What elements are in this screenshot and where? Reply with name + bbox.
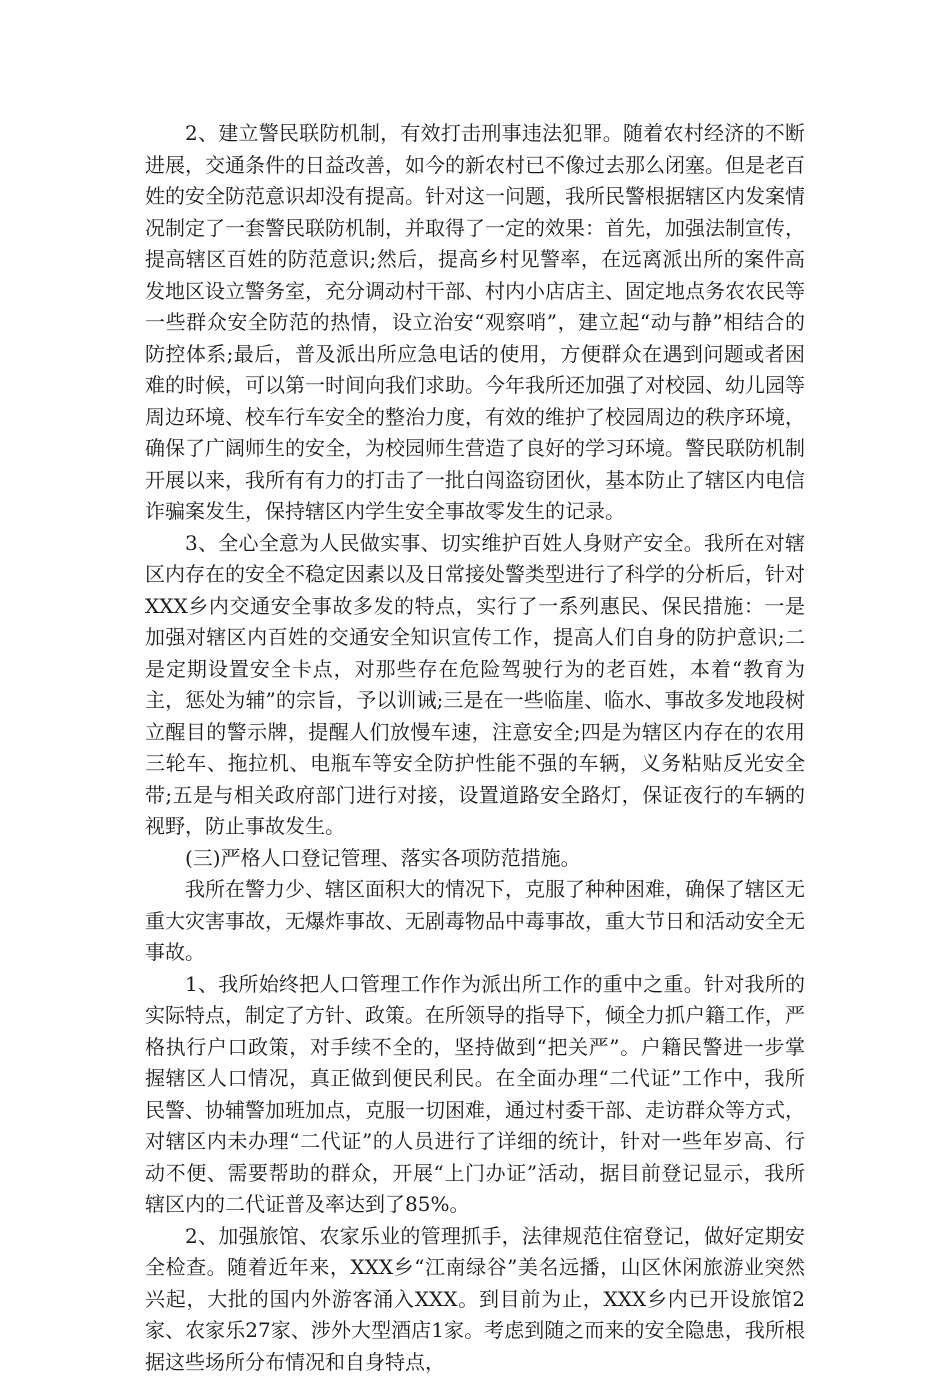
- section-heading-population-management: (三)严格人口登记管理、落实各项防范措施。: [145, 843, 805, 875]
- document-page: [145, 118, 805, 1378]
- paragraph-serve-people: 3、全心全意为人民做实事、切实维护百姓人身财产安全。我所在对辖区内存在的安全不稳定因素以及日常接处警类型进行了科学的分析后，针对XXX乡内交通安全事故多发的特点，实行了一系列惠民、保民措施：一是加强对辖区内百姓的交通安全知识宣传工作，提高人们自身的防护意识;二是定期设置安全卡点，对那些存在危险驾驶行为的老百姓，本着“教育为主，惩处为辅”的宗旨，予以训诫;三是在一些临崖、临水、事故多发地段树立醒目的警示牌，提醒人们放慢车速，注意安全;四是为辖区内存在的农用三轮车、拖拉机、电瓶车等安全防护性能不强的车辆，义务粘贴反光安全带;五是与相关政府部门进行对接，设置道路安全路灯，保证夜行的车辆的视野，防止事故发生。: [145, 528, 805, 843]
- paragraph-hotel-management: 2、加强旅馆、农家乐业的管理抓手，法律规范住宿登记，做好定期安全检查。随着近年来，XXX乡“江南绿谷”美名远播，山区休闲旅游业突然兴起，大批的国内外游客涌入XXX。到目前为止，XXX乡内已开设旅馆2家、农家乐27家、涉外大型酒店1家。考虑到随之而来的安全隐患，我所根据这些场所分布情况和自身特点，: [145, 1221, 805, 1378]
- paragraph-police-joint-defense: 2、建立警民联防机制，有效打击刑事违法犯罪。随着农村经济的不断进展，交通条件的日益改善，如今的新农村已不像过去那么闭塞。但是老百姓的安全防范意识却没有提高。针对这一问题，我所民警根据辖区内发案情况制定了一套警民联防机制，并取得了一定的效果：首先，加强法制宣传，提高辖区百姓的防范意识;然后，提高乡村见警率，在远离派出所的案件高发地区设立警务室，充分调动村干部、村内小店店主、固定地点务农农民等一些群众安全防范的热情，设立治安“观察哨”，建立起“动与静”相结合的防控体系;最后，普及派出所应急电话的使用，方便群众在遇到问题或者困难的时候，可以第一时间向我们求助。今年我所还加强了对校园、幼儿园等周边环境、校车行车安全的整治力度，有效的维护了校园周边的秩序环境，确保了广阔师生的安全，为校园师生营造了良好的学习环境。警民联防机制开展以来，我所有有力的打击了一批白闯盗窃团伙，基本防止了辖区内电信诈骗案发生，保持辖区内学生安全事故零发生的记录。: [145, 118, 805, 528]
- paragraph-section-intro: 我所在警力少、辖区面积大的情况下，克服了种种困难，确保了辖区无重大灾害事故，无爆炸事故、无剧毒物品中毒事故，重大节日和活动安全无事故。: [145, 874, 805, 969]
- paragraph-population-management: 1、我所始终把人口管理工作作为派出所工作的重中之重。针对我所的实际特点，制定了方针、政策。在所领导的指导下，倾全力抓户籍工作，严格执行户口政策，对手续不全的，坚持做到“把关严”。户籍民警进一步掌握辖区人口情况，真正做到便民利民。在全面办理“二代证”工作中，我所民警、协辅警加班加点，克服一切困难，通过村委干部、走访群众等方式，对辖区内未办理“二代证”的人员进行了详细的统计，针对一些年岁高、行动不便、需要帮助的群众，开展“上门办证”活动，据目前登记显示，我所辖区内的二代证普及率达到了85%。: [145, 969, 805, 1221]
